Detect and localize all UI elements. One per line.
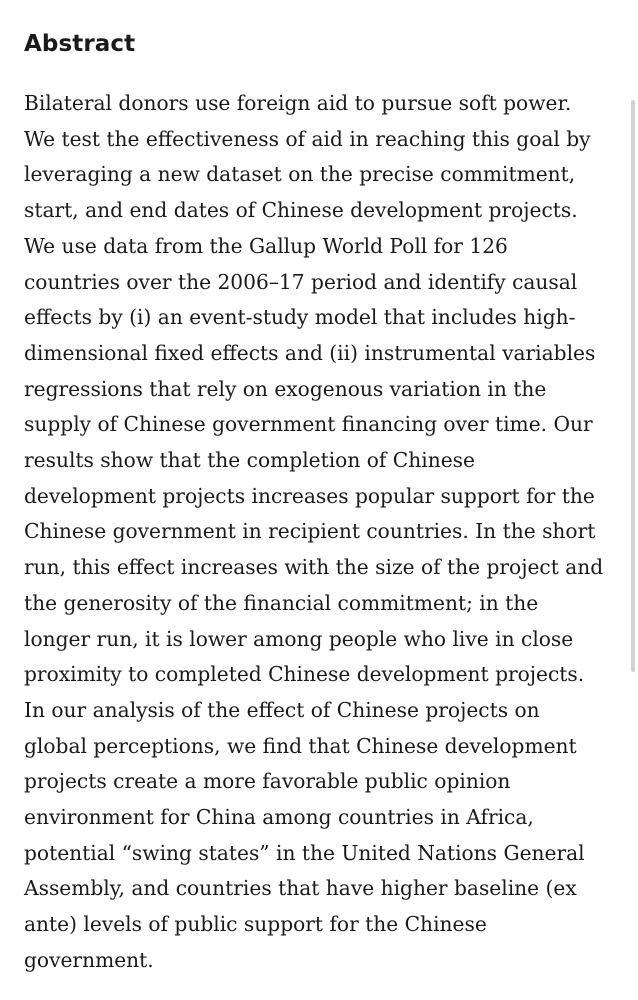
- abstract-line: dimensional fixed effects and (ii) instrumental variables: [24, 340, 596, 365]
- vertical-scrollbar[interactable]: [631, 100, 635, 672]
- abstract-line: In our analysis of the effect of Chinese projects on: [24, 697, 540, 722]
- abstract-body: [24, 86, 624, 979]
- abstract-line: effects by (i) an event-study model that includes high-: [24, 305, 576, 330]
- abstract-line: proximity to completed Chinese development projects.: [24, 662, 585, 687]
- abstract-line: environment for China among countries in Africa,: [24, 805, 534, 830]
- abstract-line: regressions that rely on exogenous variation in the: [24, 376, 547, 401]
- abstract-line: the generosity of the financial commitment; in the: [24, 590, 539, 615]
- abstract-line: Chinese government in recipient countries. In the short: [24, 519, 596, 544]
- abstract-line: run, this effect increases with the size of the project and: [24, 555, 604, 580]
- abstract-line: projects create a more favorable public opinion: [24, 769, 511, 794]
- abstract-line: results show that the completion of Chinese: [24, 448, 475, 473]
- abstract-line: ante) levels of public support for the Chinese: [24, 912, 487, 937]
- abstract-line: We use data from the Gallup World Poll for 126: [24, 233, 508, 258]
- abstract-line: start, and end dates of Chinese development projects.: [24, 198, 578, 223]
- abstract-line: leveraging a new dataset on the precise commitment,: [24, 162, 576, 187]
- abstract-line: global perceptions, we find that Chinese development: [24, 733, 577, 758]
- abstract-line: government.: [24, 947, 154, 972]
- abstract-line: Bilateral donors use foreign aid to pursue soft power.: [24, 91, 572, 115]
- abstract-line: supply of Chinese government financing over time. Our: [24, 412, 593, 437]
- abstract-line: countries over the 2006–17 period and identify causal: [24, 269, 578, 294]
- abstract-line: potential “swing states” in the United Nations General: [24, 840, 585, 865]
- abstract-line: Assembly, and countries that have higher baseline (ex: [24, 876, 577, 901]
- abstract-heading: Abstract: [24, 31, 136, 57]
- abstract-line: longer run, it is lower among people who live in close: [24, 626, 574, 651]
- abstract-line: We test the effectiveness of aid in reaching this goal by: [24, 126, 591, 151]
- abstract-line: development projects increases popular support for the: [24, 483, 595, 508]
